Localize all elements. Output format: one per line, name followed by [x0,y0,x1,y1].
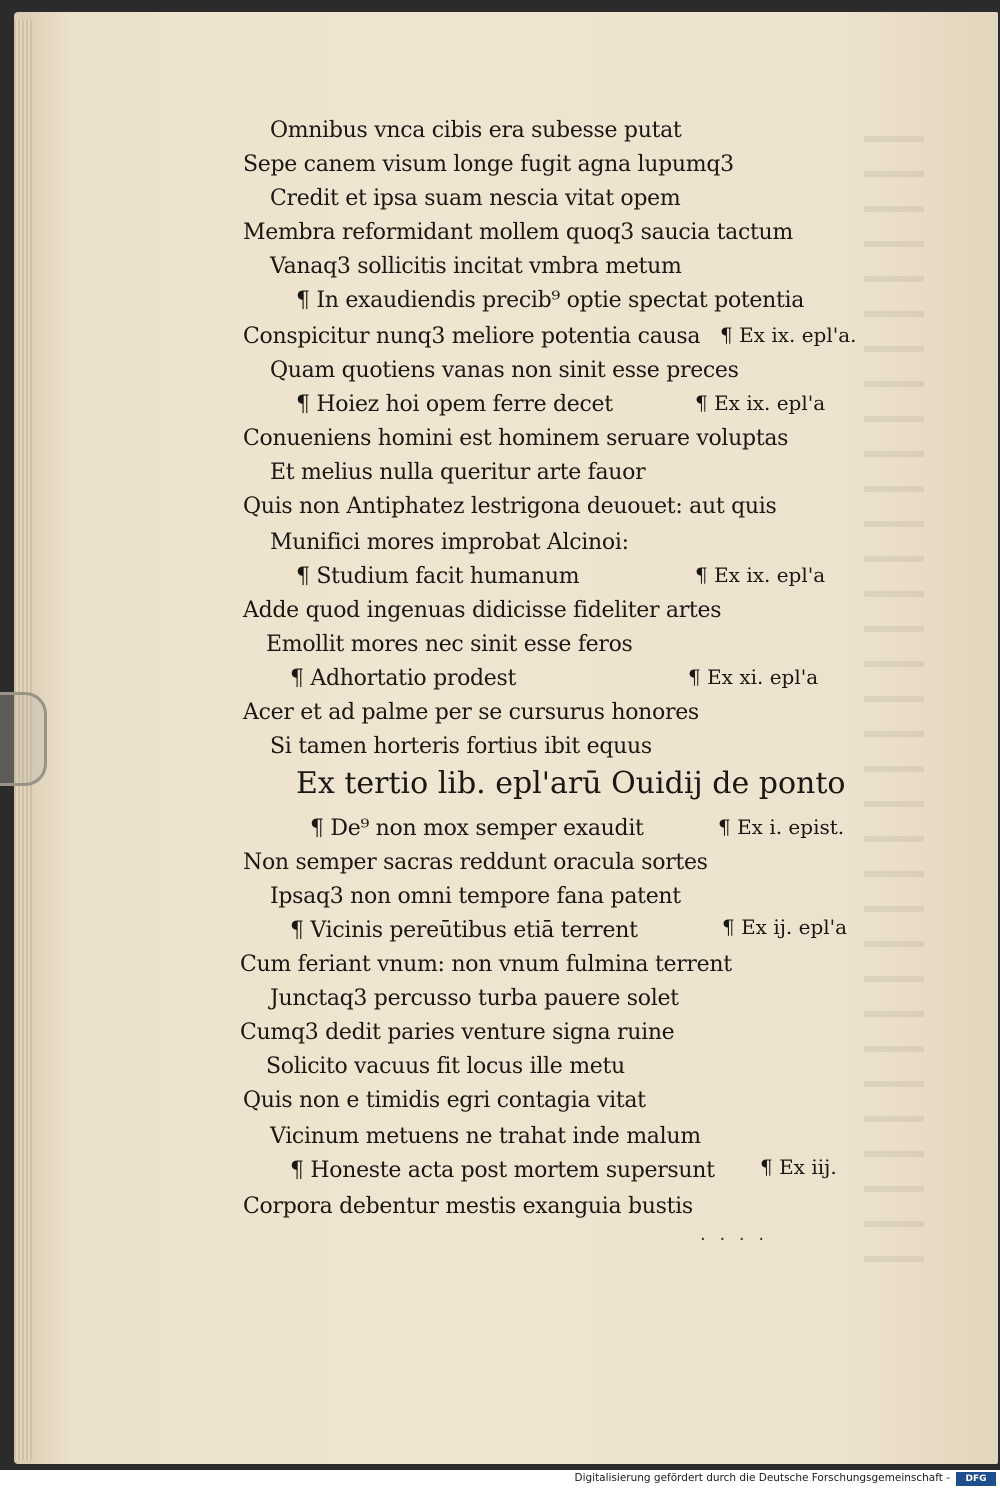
text-line: Vicinum metuens ne trahat inde malum [270,1124,701,1149]
text-line: Non semper sacras reddunt oracula sortes [243,850,708,875]
text-line: Emollit mores nec sinit esse feros [266,632,633,657]
source-reference: ¶ Ex iij. [760,1155,837,1179]
text-line: Cumq3 dedit paries venture signa ruine [240,1020,675,1045]
rubric-line: ¶ De⁹ non mox semper exaudit [310,816,644,841]
show-through-text [864,112,924,1262]
page-clip [0,692,47,786]
source-reference: ¶ Ex i. epist. [718,815,845,839]
text-line: Junctaq3 percusso turba pauere solet [270,986,679,1011]
text-line: Ipsaq3 non omni tempore fana patent [270,884,681,909]
text-line: Conspicitur nunq3 meliore potentia causa [243,324,701,349]
source-reference: ¶ Ex xi. epl'a [688,665,819,689]
text-line: Si tamen horteris fortius ibit equus [270,734,652,759]
text-line: Acer et ad palme per se cursurus honores [243,700,699,725]
smudge-marks: . . . . [700,1224,769,1245]
rubric-line: ¶ Hoiez hoi opem ferre decet [296,392,613,417]
rubric-line: ¶ Vicinis pereūtibus etiā terrent [290,918,638,943]
section-heading: Ex tertio lib. epl'arū Ouidij de ponto [296,766,846,801]
text-line: Solicito vacuus fit locus ille metu [266,1054,625,1079]
text-line: Quam quotiens vanas non sinit esse preces [270,358,739,383]
text-line: Membra reformidant mollem quoq3 saucia tactum [243,220,793,245]
rubric-line: ¶ Honeste acta post mortem supersunt [290,1158,715,1183]
source-reference: ¶ Ex ix. epl'a [695,563,826,587]
text-line: Sepe canem visum longe fugit agna lupumq3 [243,152,734,177]
source-reference: ¶ Ex ix. epl'a. [720,323,857,347]
source-reference: ¶ Ex ij. epl'a [722,915,848,939]
text-line: Omnibus vnca cibis era subesse putat [270,118,682,143]
source-reference: ¶ Ex ix. epl'a [695,391,826,415]
rubric-line: ¶ In exaudiendis precib⁹ optie spectat potentia [296,288,805,313]
digitization-credit-bar [0,1471,1000,1489]
rubric-line: ¶ Studium facit humanum [296,564,580,589]
dfg-logo: DFG [956,1472,996,1486]
text-line: Corpora debentur mestis exanguia bustis [243,1194,693,1219]
text-line: Et melius nulla queritur arte fauor [270,460,646,485]
credit-text: Digitalisierung gefördert durch die Deutsche Forschungsgemeinschaft - [574,1472,950,1484]
text-line: Munifici mores improbat Alcinoi: [270,530,629,555]
rubric-line: ¶ Adhortatio prodest [290,666,517,691]
text-line: Quis non e timidis egri contagia vitat [243,1088,646,1113]
text-line: Credit et ipsa suam nescia vitat opem [270,186,681,211]
text-line: Quis non Antiphatez lestrigona deuouet: aut quis [243,494,777,519]
text-line: Vanaq3 sollicitis incitat vmbra metum [270,254,682,279]
text-line: Cum feriant vnum: non vnum fulmina terrent [240,952,732,977]
text-line: Adde quod ingenuas didicisse fideliter artes [243,598,722,623]
text-line: Conueniens homini est hominem seruare voluptas [243,426,789,451]
